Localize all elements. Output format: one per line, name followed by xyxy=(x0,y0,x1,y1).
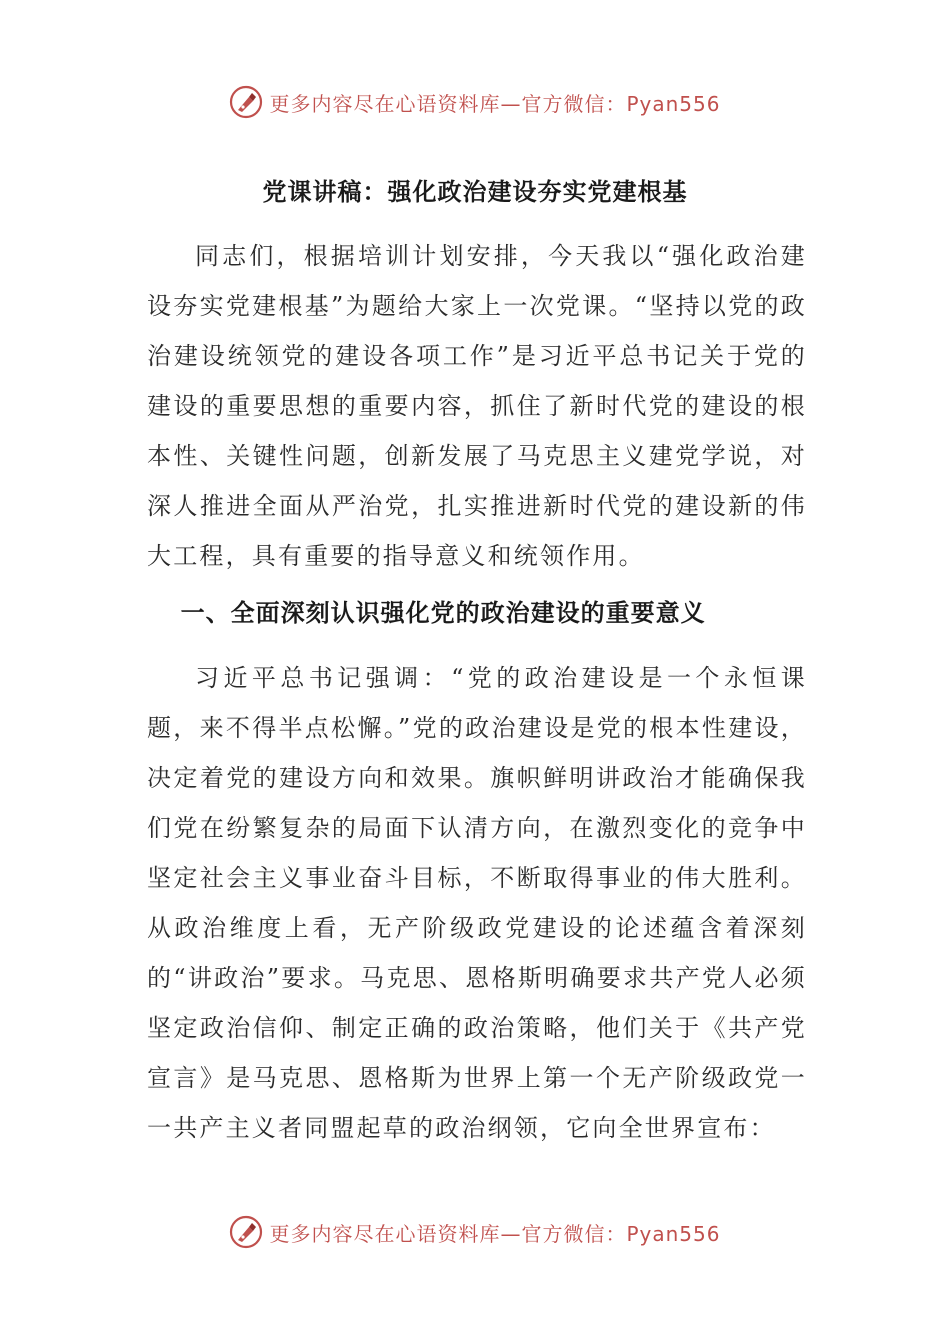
paragraph-section-one: 习近平总书记强调：“党的政治建设是一个永恒课题，来不得半点松懈。”党的政治建设是党的根本性建设，决定着党的建设方向和效果。旗帜鲜明讲政治才能确保我们党在纷繁复杂的局面下认清方向，在激烈变化的竞争中坚定社会主义事业奋斗目标，不断取得事业的伟大胜利。从政治维度上看，无产阶级政党建设的论述蕴含着深刻的“讲政治”要求。马克思、恩格斯明确要求共产党人必须坚定政治信仰、制定正确的政治策略，他们关于《共产党宣言》是马克思、恩格斯为世界上第一个无产阶级政党一一共产主义者同盟起草的政治纲领，它向全世界宣布： xyxy=(147,664,807,1142)
section-heading: 一、全面深刻认识强化党的政治建设的重要意义 xyxy=(180,599,706,627)
footer-banner xyxy=(0,1212,950,1252)
pen-nib-icon xyxy=(229,85,263,119)
pen-nib-icon xyxy=(229,1215,263,1249)
document-title: 党课讲稿：强化政治建设夯实党建根基 xyxy=(262,178,688,206)
paragraph-intro: 同志们，根据培训计划安排，今天我以“强化政治建设夯实党建根基”为题给大家上一次党课。“坚持以党的政治建设统领党的建设各项工作”是习近平总书记关于党的建设的重要思想的重要内容，抓住了新时代党的建设的根本性、关键性问题，创新发展了马克思主义建党学说，对深人推进全面从严治党，扎实推进新时代党的建设新的伟大工程，具有重要的指导意义和统领作用。 xyxy=(147,242,807,570)
banner-text: 更多内容尽在心语资料库—官方微信：Pyan556 xyxy=(269,91,721,116)
banner-text: 更多内容尽在心语资料库—官方微信：Pyan556 xyxy=(269,1221,721,1246)
header-banner xyxy=(0,82,950,122)
